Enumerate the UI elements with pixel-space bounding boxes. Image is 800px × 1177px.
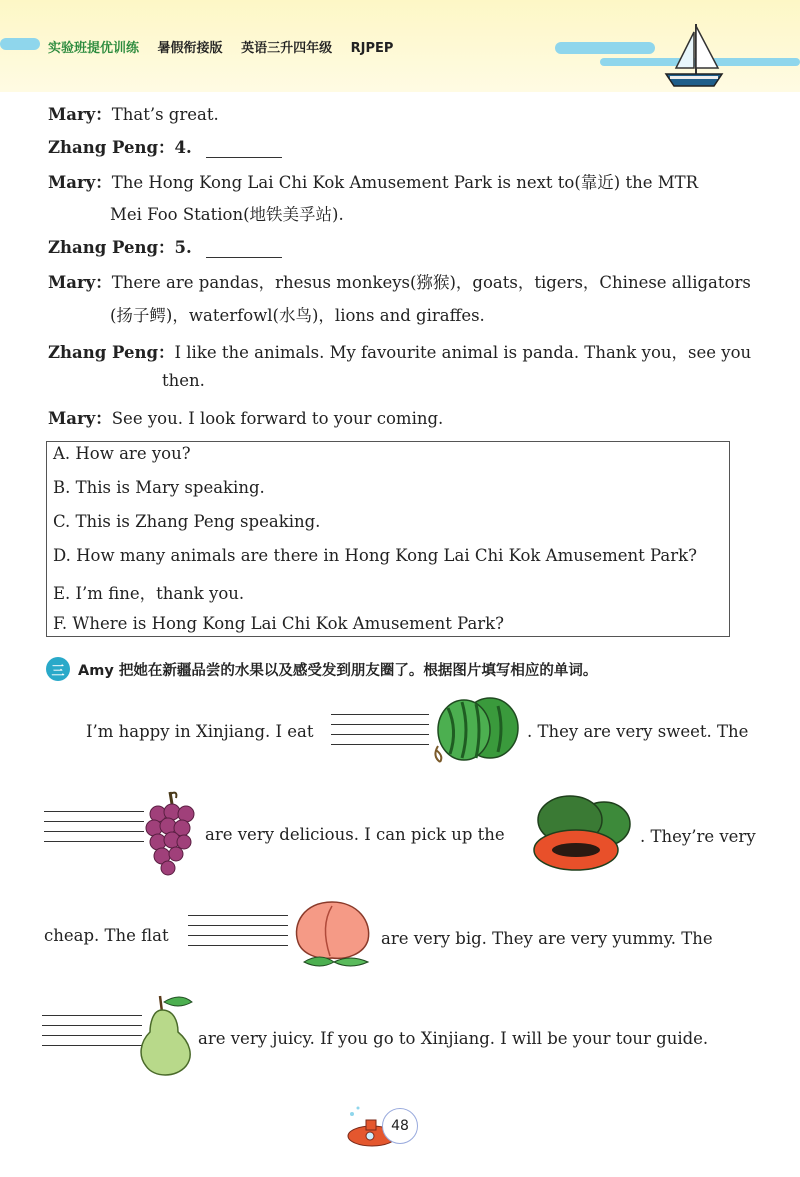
section-heading xyxy=(46,657,597,681)
sailboat-icon xyxy=(662,18,726,90)
dialogue-line xyxy=(48,169,698,193)
four-line-blank[interactable] xyxy=(44,811,144,851)
passage-text: are very delicious. I can pick up the xyxy=(205,825,505,844)
speaker-name: Mary： xyxy=(48,409,112,428)
option-d: D. How many animals are there in Hong Kong Lai Chi Kok Amusement Park? xyxy=(53,546,697,565)
dialogue-text: The Hong Kong Lai Chi Kok Amusement Park is next to(靠近) the MTR xyxy=(111,173,699,192)
option-c: C. This is Zhang Peng speaking. xyxy=(53,512,321,531)
header-subject: 英语三升四年级 xyxy=(241,41,333,56)
dialogue-line xyxy=(48,101,219,125)
question-number: 5. xyxy=(174,238,192,257)
page-header xyxy=(0,0,800,92)
dialogue-line xyxy=(48,405,443,429)
passage-text: are very big. They are very yummy. The xyxy=(381,929,713,948)
dialogue-line xyxy=(48,134,282,158)
speaker-name: Mary： xyxy=(48,273,112,292)
four-line-blank[interactable] xyxy=(42,1015,142,1055)
option-e: E. I’m fine，thank you. xyxy=(53,584,245,603)
pear-icon xyxy=(136,992,196,1080)
four-line-blank[interactable] xyxy=(188,915,288,955)
dialogue-line xyxy=(48,269,751,293)
speaker-name: Mary： xyxy=(48,173,112,192)
header-title xyxy=(48,37,407,56)
speaker-name: Zhang Peng： xyxy=(48,238,175,257)
dialogue-line-cont: then. xyxy=(162,371,205,390)
header-stripe xyxy=(0,38,40,50)
option-f: F. Where is Hong Kong Lai Chi Kok Amusement Park? xyxy=(53,614,505,633)
header-publisher: RJPEP xyxy=(350,41,394,56)
section-instruction: Amy 把她在新疆品尝的水果以及感受发到朋友圈了。根据图片填写相应的单词。 xyxy=(78,662,598,679)
page-number: 48 xyxy=(382,1108,418,1144)
header-edition: 暑假衔接版 xyxy=(157,41,223,56)
dialogue-text: See you. I look forward to your coming. xyxy=(111,409,444,428)
dialogue-line-cont: Mei Foo Station(地铁美孚站). xyxy=(110,205,344,224)
dialogue-text: There are pandas，rhesus monkeys(猕猴)，goats，tigers，Chinese alligators xyxy=(111,273,751,292)
papaya-icon xyxy=(532,794,632,874)
grapes-icon xyxy=(144,790,198,876)
dialogue-text: I like the animals. My favourite animal is panda. Thank you，see you xyxy=(174,343,752,362)
speaker-name: Zhang Peng： xyxy=(48,138,175,157)
passage-text: are very juicy. If you go to Xinjiang. I will be your tour guide. xyxy=(198,1029,709,1048)
answer-blank[interactable] xyxy=(206,143,282,158)
header-brand: 实验班提优训练 xyxy=(48,41,140,56)
option-b: B. This is Mary speaking. xyxy=(53,478,265,497)
dialogue-line xyxy=(48,339,751,363)
option-a: A. How are you? xyxy=(53,444,191,463)
passage-text: I’m happy in Xinjiang. I eat xyxy=(86,722,314,741)
peach-icon xyxy=(290,896,376,972)
four-line-blank[interactable] xyxy=(331,714,429,754)
section-number-badge: 三 xyxy=(46,657,70,681)
dialogue-line xyxy=(48,234,282,258)
dialogue-text: That’s great. xyxy=(111,105,219,124)
passage-text: . They’re very xyxy=(640,827,756,846)
dialogue-line-cont: (扬子鳄)，waterfowl(水鸟)，lions and giraffes. xyxy=(110,306,485,325)
speaker-name: Mary： xyxy=(48,105,112,124)
options-box xyxy=(46,441,730,637)
header-stripe xyxy=(555,42,655,54)
passage-text: . They are very sweet. The xyxy=(527,722,749,741)
question-number: 4. xyxy=(174,138,192,157)
passage-text: cheap. The flat xyxy=(44,926,169,945)
answer-blank[interactable] xyxy=(206,243,282,258)
watermelon-icon xyxy=(428,694,520,766)
speaker-name: Zhang Peng： xyxy=(48,343,175,362)
